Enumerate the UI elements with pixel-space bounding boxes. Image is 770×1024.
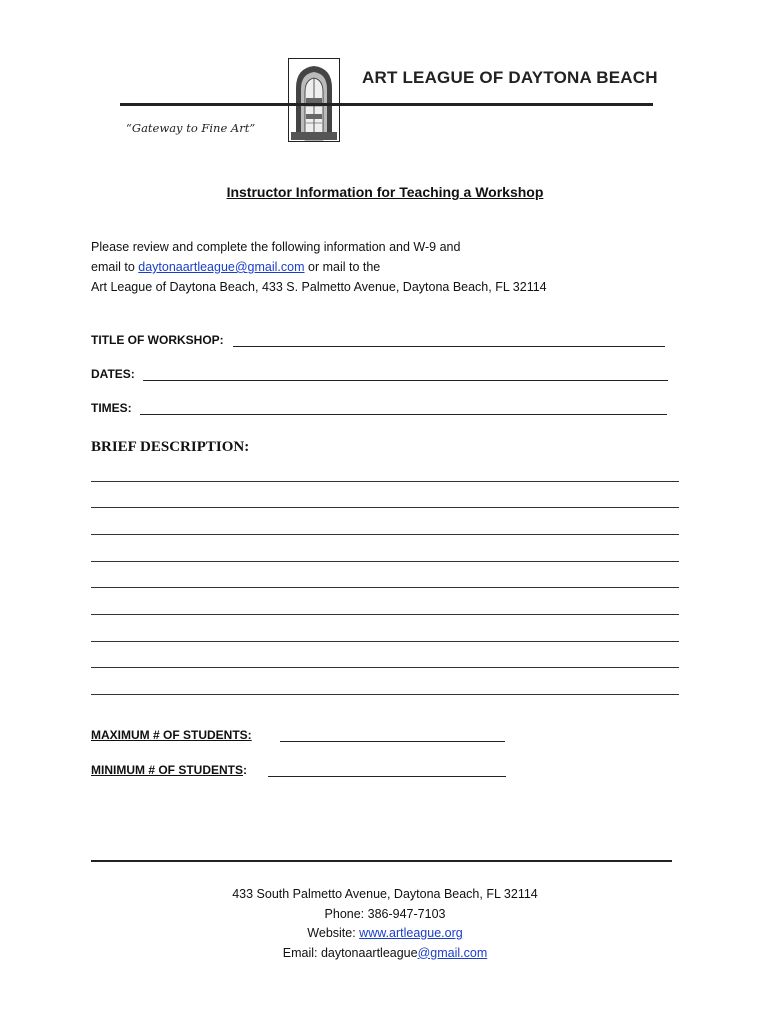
dates-label: DATES: [91,367,135,381]
max-students-field[interactable] [280,741,505,742]
footer-email-link[interactable]: @gmail.com [417,945,488,960]
description-heading: BRIEF DESCRIPTION: [91,439,250,455]
footer-website-prefix: Website: [307,926,360,940]
workshop-title-label: TITLE OF WORKSHOP: [91,333,224,347]
footer [0,885,770,963]
description-line[interactable] [91,481,679,482]
min-students-field[interactable] [268,776,506,777]
description-line[interactable] [91,667,679,668]
page-title: Instructor Information for Teaching a Workshop [226,184,544,200]
description-line[interactable] [91,561,679,562]
email-link[interactable]: daytonaartleague@gmail.com [138,260,305,274]
workshop-title-field[interactable] [233,346,665,347]
header-rule [120,103,653,106]
description-line[interactable] [91,641,679,642]
description-line[interactable] [91,614,679,615]
footer-rule [91,860,672,862]
intro-line-3: Art League of Daytona Beach, 433 S. Palmetto Avenue, Daytona Beach, FL 32114 [91,280,547,294]
min-students-label: MINIMUM # OF STUDENTS [91,763,243,777]
intro-line-2-suffix: or mail to the [304,260,381,274]
intro-line-2 [91,257,547,277]
footer-address: 433 South Palmetto Avenue, Daytona Beach, FL 32114 [232,887,538,901]
description-line[interactable] [91,507,679,508]
tagline: “Gateway to Fine Art” [126,121,256,135]
description-line[interactable] [91,587,679,588]
intro-line-2-prefix: email to [91,260,139,274]
building-archway-logo-icon [288,58,340,142]
times-field[interactable] [140,414,667,415]
intro-paragraph [91,237,547,297]
description-line[interactable] [91,694,679,695]
footer-phone: Phone: 386-947-7103 [324,906,446,921]
times-label: TIMES: [91,401,132,415]
footer-website [0,924,770,944]
footer-email [0,944,770,964]
dates-field[interactable] [143,380,668,381]
min-students-label-wrap [91,763,247,777]
description-line[interactable] [91,534,679,535]
max-students-label: MAXIMUM # OF STUDENTS: [91,728,252,742]
organization-name: ART LEAGUE OF DAYTONA BEACH [362,68,658,87]
website-link[interactable]: www.artleague.org [359,926,463,940]
footer-email-prefix: Email: daytonaartleague [282,945,418,960]
intro-line-1: Please review and complete the following information and W-9 and [91,240,461,254]
min-students-colon: : [243,763,247,777]
